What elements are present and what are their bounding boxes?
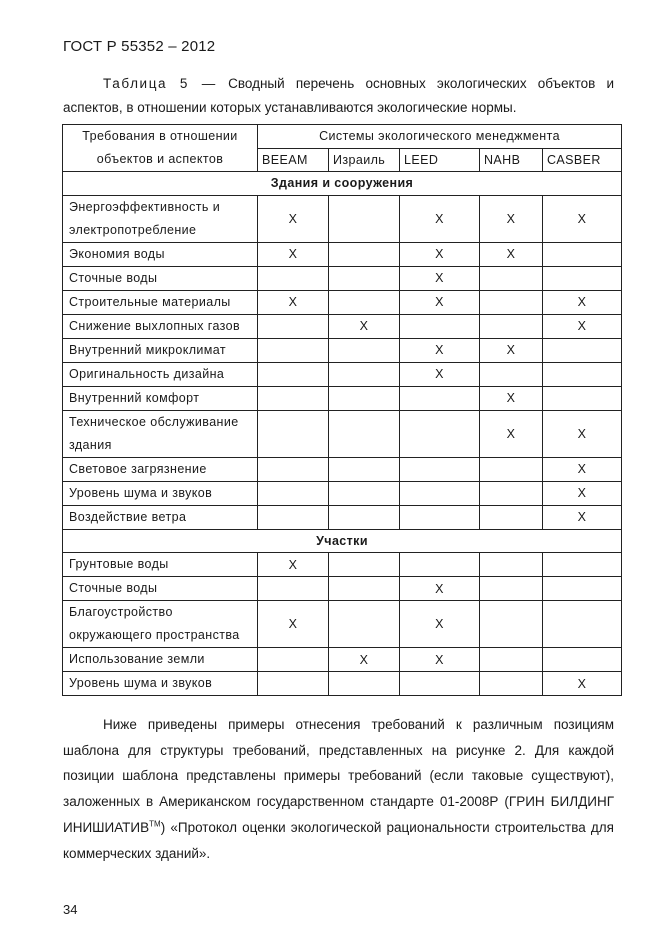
mark-cell: [329, 505, 400, 529]
mark-cell: [543, 553, 622, 577]
mark-cell: X: [400, 648, 480, 672]
mark-cell: [258, 386, 329, 410]
mark-cell: X: [480, 242, 543, 266]
table-row: [63, 577, 622, 601]
mark-cell: [480, 648, 543, 672]
mark-cell: [329, 553, 400, 577]
mark-cell: [480, 314, 543, 338]
header-systems: Системы экологического менеджмента: [258, 125, 622, 149]
row-label: Благоустройство окружающего пространства: [63, 601, 258, 648]
mark-cell: [329, 672, 400, 696]
mark-cell: [400, 410, 480, 457]
mark-cell: [480, 481, 543, 505]
table-row: [63, 195, 622, 242]
mark-cell: X: [480, 338, 543, 362]
table-caption-lead: Таблица 5 —: [103, 76, 217, 91]
row-label: Воздействие ветра: [63, 505, 258, 529]
trademark-sup: TM: [149, 819, 161, 829]
column-header: LEED: [400, 148, 480, 172]
mark-cell: [400, 386, 480, 410]
mark-cell: X: [400, 195, 480, 242]
mark-cell: X: [258, 601, 329, 648]
row-label: Сточные воды: [63, 266, 258, 290]
mark-cell: [400, 314, 480, 338]
mark-cell: [480, 362, 543, 386]
mark-cell: [400, 672, 480, 696]
mark-cell: X: [543, 672, 622, 696]
section-title: Участки: [63, 529, 622, 553]
mark-cell: [480, 266, 543, 290]
mark-cell: [258, 457, 329, 481]
table-row: [63, 505, 622, 529]
mark-cell: X: [258, 553, 329, 577]
mark-cell: [258, 672, 329, 696]
table-row: [63, 601, 622, 648]
table-row: [63, 410, 622, 457]
mark-cell: X: [400, 362, 480, 386]
paragraph-text: Ниже приведены примеры отнесения требований к различным позициям шаблона для структуры требований, представленных на рисунке 2. Для каждой позиции шаблона представлены примеры требований (если таковые существуют), заложенных в Американском государственном стандарте 01-2008Р (ГРИН БИЛДИНГ ИНИШИАТИВ: [63, 717, 614, 835]
mark-cell: [480, 505, 543, 529]
row-label: Внутренний микроклимат: [63, 338, 258, 362]
mark-cell: [400, 553, 480, 577]
row-label: Внутренний комфорт: [63, 386, 258, 410]
mark-cell: [329, 457, 400, 481]
section-row: [63, 172, 622, 196]
mark-cell: X: [400, 266, 480, 290]
table-row: [63, 338, 622, 362]
mark-cell: X: [480, 386, 543, 410]
mark-cell: [543, 242, 622, 266]
mark-cell: X: [400, 338, 480, 362]
mark-cell: X: [258, 242, 329, 266]
column-header: CASBER: [543, 148, 622, 172]
table-row: [63, 242, 622, 266]
row-label: Использование земли: [63, 648, 258, 672]
mark-cell: X: [543, 314, 622, 338]
mark-cell: X: [400, 577, 480, 601]
mark-cell: [258, 648, 329, 672]
mark-cell: [329, 338, 400, 362]
mark-cell: X: [543, 457, 622, 481]
mark-cell: [258, 481, 329, 505]
row-label: Сточные воды: [63, 577, 258, 601]
eco-requirements-table: [62, 124, 622, 696]
mark-cell: X: [543, 505, 622, 529]
table-row: [63, 290, 622, 314]
table-row: [63, 386, 622, 410]
section-row: [63, 529, 622, 553]
mark-cell: X: [480, 195, 543, 242]
mark-cell: X: [543, 410, 622, 457]
paragraph-text-end: ) «Протокол оценки экологической рациональности строительства для коммерческих зданий».: [63, 819, 614, 861]
column-header: NAHB: [480, 148, 543, 172]
mark-cell: [543, 362, 622, 386]
mark-cell: [329, 481, 400, 505]
mark-cell: [480, 601, 543, 648]
mark-cell: [329, 410, 400, 457]
mark-cell: [480, 577, 543, 601]
mark-cell: [329, 266, 400, 290]
mark-cell: [329, 386, 400, 410]
mark-cell: [543, 601, 622, 648]
page-number: 34: [63, 902, 78, 917]
row-label: Строительные материалы: [63, 290, 258, 314]
mark-cell: [329, 601, 400, 648]
table-row: [63, 672, 622, 696]
table-row: [63, 362, 622, 386]
table-row: [63, 266, 622, 290]
table-row: [63, 481, 622, 505]
column-header: BEEAM: [258, 148, 329, 172]
column-header: Израиль: [329, 148, 400, 172]
mark-cell: [329, 577, 400, 601]
mark-cell: X: [258, 195, 329, 242]
mark-cell: X: [258, 290, 329, 314]
mark-cell: [400, 481, 480, 505]
mark-cell: [480, 457, 543, 481]
body-paragraph: [63, 712, 614, 866]
mark-cell: [258, 410, 329, 457]
table-row: [63, 314, 622, 338]
table-caption: [63, 72, 614, 120]
mark-cell: [258, 314, 329, 338]
mark-cell: X: [543, 481, 622, 505]
table-row: [63, 648, 622, 672]
mark-cell: [258, 266, 329, 290]
mark-cell: [480, 672, 543, 696]
row-label: Грунтовые воды: [63, 553, 258, 577]
row-label: Световое загрязнение: [63, 457, 258, 481]
section-title: Здания и сооружения: [63, 172, 622, 196]
mark-cell: [258, 338, 329, 362]
mark-cell: [329, 362, 400, 386]
mark-cell: [258, 362, 329, 386]
mark-cell: X: [329, 314, 400, 338]
mark-cell: X: [400, 290, 480, 314]
mark-cell: X: [400, 242, 480, 266]
mark-cell: X: [543, 195, 622, 242]
mark-cell: [543, 266, 622, 290]
mark-cell: X: [329, 648, 400, 672]
table-row: [63, 457, 622, 481]
mark-cell: [543, 577, 622, 601]
mark-cell: [329, 242, 400, 266]
mark-cell: [400, 505, 480, 529]
header-requirements: Требования в отношении объектов и аспектов: [63, 125, 258, 172]
table-caption-text: Сводный перечень основных экологических объектов и аспектов, в отношении которых устанавливаются экологические нормы.: [63, 76, 614, 115]
mark-cell: X: [480, 410, 543, 457]
mark-cell: [543, 338, 622, 362]
row-label: Техническое обслуживание здания: [63, 410, 258, 457]
mark-cell: [258, 577, 329, 601]
mark-cell: [329, 290, 400, 314]
row-label: Экономия воды: [63, 242, 258, 266]
row-label: Уровень шума и звуков: [63, 481, 258, 505]
row-label: Энергоэффективность и электропотребление: [63, 195, 258, 242]
mark-cell: [480, 553, 543, 577]
row-label: Снижение выхлопных газов: [63, 314, 258, 338]
mark-cell: X: [400, 601, 480, 648]
mark-cell: [543, 648, 622, 672]
table-row: [63, 553, 622, 577]
row-label: Уровень шума и звуков: [63, 672, 258, 696]
mark-cell: [329, 195, 400, 242]
document-header: ГОСТ Р 55352 – 2012: [63, 38, 216, 55]
mark-cell: [543, 386, 622, 410]
mark-cell: [480, 290, 543, 314]
mark-cell: X: [543, 290, 622, 314]
row-label: Оригинальность дизайна: [63, 362, 258, 386]
mark-cell: [400, 457, 480, 481]
mark-cell: [258, 505, 329, 529]
